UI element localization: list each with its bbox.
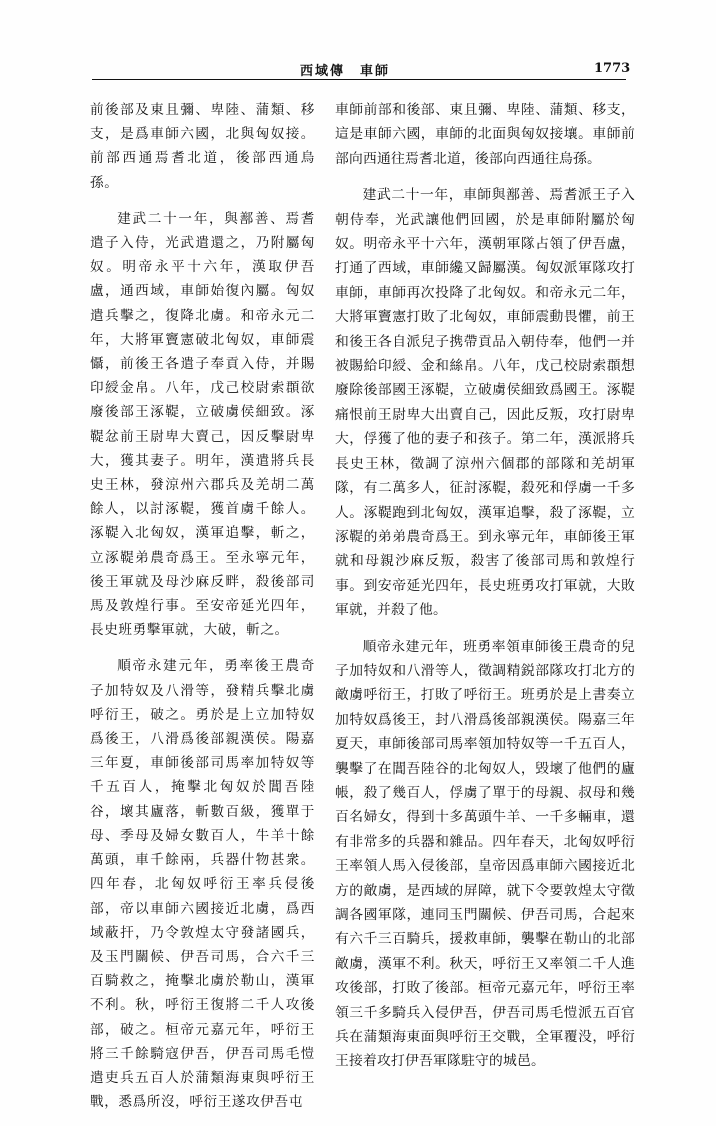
classical-paragraph-2: 建武二十一年，與鄯善、焉耆遣子入侍，光武遣還之，乃附屬匈奴。明帝永平十六年，漢取伊吾盧，通西域，車師始復內屬。匈奴遣兵擊之，復降北虜。和帝永元二年，大將軍竇憲破北匈奴，車師震懾，前後王各遣子奉貢入侍，并賜印綬金帛。八年，戊己校尉索頵欲廢後部王涿鞮，立破虜侯細致。涿鞮忿前王尉卑大賣己，因反擊尉卑大，獲其妻子。明年，漢遣將兵長史王林，發涼州六郡兵及羌胡二萬餘人，以討涿鞮，獲首虜千餘人。涿鞮入北匈奴，漢軍追擊，斬之，立涿鞮弟農奇爲王。至永寧元年，後王軍就及母沙麻反畔，殺後部司馬及敦煌行事。至安帝延光四年，長史班勇擊軍就，大破，斬之。 (90, 210, 315, 639)
page-number: 1773 (594, 61, 631, 76)
translation-paragraph-2: 建武二十一年，車師與鄯善、焉耆派王子入朝侍奉，光武讓他們回國，於是車師附屬於匈奴。明帝永平十六年，漢朝軍隊占領了伊吾盧，打通了西域，車師纔又歸屬漢。匈奴派軍隊攻打車師，車師再次投降了北匈奴。和帝永元二年，大將軍竇憲打敗了北匈奴，車師震動畏懼，前王和後王各自派兒子携帶貢品入朝侍奉，他們一并被賜給印綬、金和絲帛。八年，戊己校尉索頵想廢除後部國王涿鞮，立破虜侯細致爲國王。涿鞮痛恨前王尉卑大出賣自己，因此反叛，攻打尉卑大，俘獲了他的妻子和孩子。第二年，漢派將兵長史王林，徵調了涼州六個郡的部隊和羌胡軍隊，有二萬多人，征討涿鞮，殺死和俘虜一千多人。涿鞮跑到北匈奴，漢軍追擊，殺了涿鞮，立涿鞮的弟弟農奇爲王。到永寧元年，車師後王軍就和母親沙麻反叛，殺害了後部司馬和敦煌行事。到安帝延光四年，長史班勇攻打軍就，大敗軍就，并殺了他。 (335, 187, 635, 619)
classical-paragraph-3: 順帝永建元年，勇率後王農奇子加特奴及八滑等，發精兵擊北虜呼衍王，破之。勇於是上立加特奴爲後王，八滑爲後部親漢侯。陽嘉三年夏，車師後部司馬率加特奴等千五百人，掩擊北匈奴於閶吾陸谷，壞其廬落，斬數百級，獲單于母、季母及婦女數百人，牛羊十餘萬頭，車千餘兩，兵器什物甚衆。四年春，北匈奴呼衍王率兵侵後部，帝以車師六國接近北虜，爲西域蔽扞，乃令敦煌太守發諸國兵，及玉門關候、伊吾司馬，合六千三百騎救之，掩擊北虜於勒山，漢軍不利。秋，呼衍王復將二千人攻後部，破之。桓帝元嘉元年，呼衍王將三千餘騎寇伊吾，伊吾司馬毛愷遣吏兵五百人於蒲類海東與呼衍王戰，悉爲所沒，呼衍王遂攻伊吾屯 (90, 658, 315, 1111)
running-title: 西域傳 車師 (300, 64, 391, 79)
classical-paragraph-1: 前後部及東且彌、卑陸、蒲類、移支，是爲車師六國，北與匈奴接。前部西通焉耆北道，後部西通烏孫。 (90, 102, 315, 191)
page-header (0, 0, 716, 90)
modern-translation-column (335, 98, 635, 1086)
header-rule (92, 79, 626, 80)
translation-paragraph-3: 順帝永建元年，班勇率領車師後王農奇的兒子加特奴和八滑等人，徵調精鋭部隊攻打北方的敵虜呼衍王，打敗了呼衍王。班勇於是上書奏立加特奴爲後王，封八滑爲後部親漢侯。陽嘉三年夏天，車師後部司馬率領加特奴等一千五百人，襲擊了在閶吾陸谷的北匈奴人，毁壞了他們的廬帳，殺了幾百人，俘虜了單于的母親、叔母和幾百名婦女，得到十多萬頭牛羊、一千多輛車，還有非常多的兵器和雜品。四年春天，北匈奴呼衍王率領人馬入侵後部，皇帝因爲車師六國接近北方的敵虜，是西域的屏障，就下令要敦煌太守徵調各國軍隊，連同玉門關候、伊吾司馬，合起來有六千三百騎兵，援救車師，襲擊在勒山的北部敵虜，漢軍不利。秋天，呼衍王又率領二千人進攻後部，打敗了後部。桓帝元嘉元年，呼衍王率領三千多騎兵入侵伊吾，伊吾司馬毛愷派五百官兵在蒲類海東面與呼衍王交戰，全軍覆没，呼衍王接着攻打伊吾軍隊駐守的城邑。 (335, 638, 635, 1070)
translation-paragraph-1: 車師前部和後部、東且彌、卑陸、蒲類、移支，這是車師六國，車師的北面與匈奴接壤。車師前部向西通往焉耆北道，後部向西通往烏孫。 (335, 102, 635, 167)
classical-chinese-column (90, 98, 315, 1126)
